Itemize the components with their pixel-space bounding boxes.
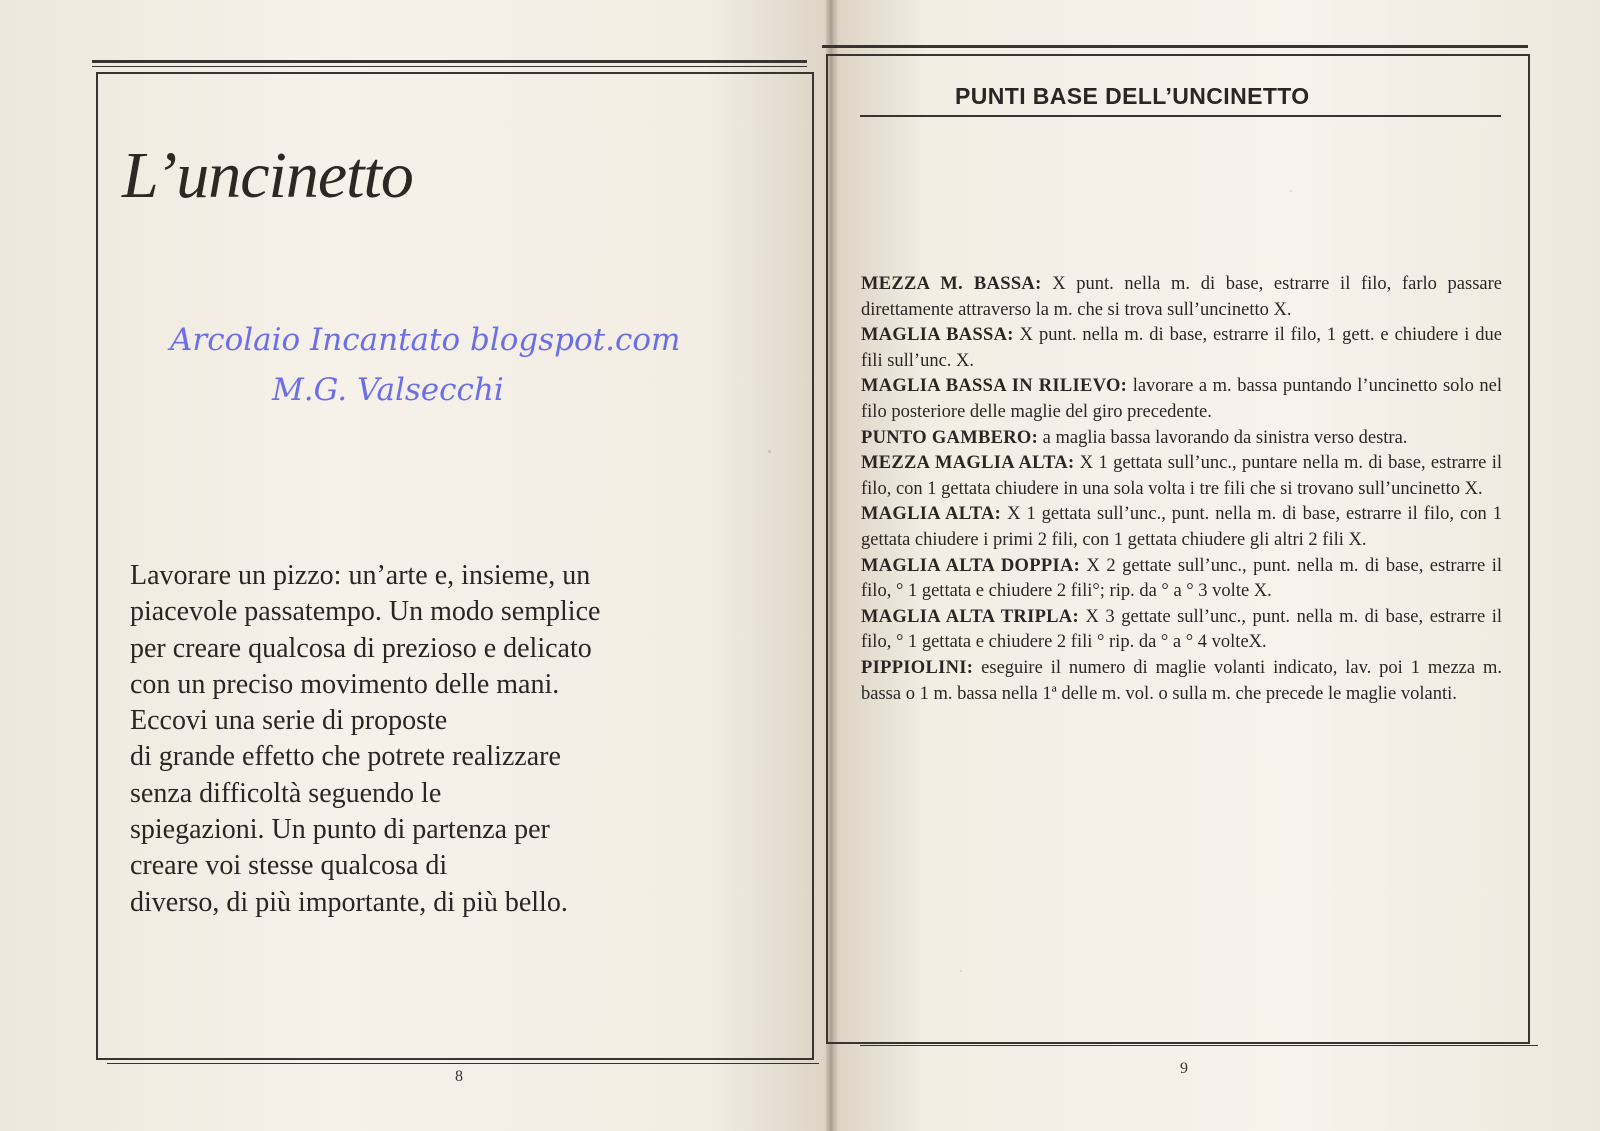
stitch-entry xyxy=(861,323,1502,374)
stitch-term: PUNTO GAMBERO: xyxy=(861,427,1039,448)
stitch-list xyxy=(861,272,1502,707)
watermark-author: M.G. Valsecchi xyxy=(272,372,504,408)
intro-line: piacevole passatempo. Un modo semplice xyxy=(130,596,601,628)
right-bottom-rule xyxy=(860,1045,1538,1046)
page-number-left: 8 xyxy=(455,1068,463,1085)
intro-line: con un preciso movimento delle mani. xyxy=(130,668,560,700)
stitch-entry xyxy=(861,426,1502,452)
stitch-description: X punt. nella m. di base, estrarre il filo, 1 gett. e chiudere i due fili sull’unc. X. xyxy=(861,325,1502,371)
intro-line: diverso, di più importante, di più bello. xyxy=(130,886,568,918)
heading-underline xyxy=(860,115,1501,117)
stitch-entry xyxy=(861,502,1502,553)
stitch-description: a maglia bassa lavorando da sinistra verso destra. xyxy=(1038,427,1408,448)
stitch-description: eseguire il numero di maglie volanti indicato, lav. poi 1 mezza m. bassa o 1 m. bassa nella 1ª delle m. vol. o sulla m. che precede le maglie volanti. xyxy=(861,657,1502,704)
intro-line: per creare qualcosa di prezioso e delicato xyxy=(130,632,592,664)
intro-line: di grande effetto che potrete realizzare xyxy=(130,741,561,773)
intro-line: Eccovi una serie di proposte xyxy=(130,705,448,737)
intro-line: spiegazioni. Un punto di partenza per xyxy=(130,814,550,846)
scan-speck xyxy=(1290,190,1292,192)
stitch-entry xyxy=(861,605,1502,656)
page-number-right: 9 xyxy=(1180,1060,1188,1077)
stitch-description: X 1 gettata sull’unc., punt. nella m. di base, estrarre il filo, con 1 gettata chiudere i primi 2 fili, con 1 gettata chiudere gli altri 2 fili X. xyxy=(861,504,1502,550)
stitch-term: MAGLIA BASSA: xyxy=(861,325,1014,346)
right-top-rule xyxy=(822,45,1528,48)
intro-paragraph xyxy=(130,558,730,921)
stitch-description: X 3 gettate sull’unc., punt. nella m. di base, estrarre il filo, ° 1 gettata e chiudere 2 fili ° rip. da ° a ° 4 volteX. xyxy=(861,606,1502,653)
watermark-site: Arcolaio Incantato blogspot.com xyxy=(170,322,681,358)
left-top-rule-thin xyxy=(92,66,807,67)
scan-speck xyxy=(1415,690,1417,692)
stitch-term: MAGLIA ALTA DOPPIA: xyxy=(861,555,1081,576)
scan-speck xyxy=(960,970,962,972)
stitch-description: X 2 gettate sull’unc., punt. nella m. di base, estrarre il filo, ° 1 gettata e chiudere 2 fili°; rip. da ° a ° 3 volte X. xyxy=(861,555,1502,602)
stitch-entry xyxy=(861,272,1502,323)
left-bottom-rule xyxy=(107,1063,819,1064)
stitch-entry xyxy=(861,374,1502,425)
stitch-term: MAGLIA BASSA IN RILIEVO: xyxy=(861,376,1128,397)
scan-speck xyxy=(768,450,771,453)
stitch-description: lavorare a m. bassa puntando l’uncinetto solo nel filo posteriore delle maglie del giro precedente. xyxy=(861,376,1502,422)
stitch-description: X punt. nella m. di base, estrarre il filo, farlo passare direttamente attraverso la m. che si trova sull’uncinetto X. xyxy=(861,274,1503,320)
stitch-term: MEZZA MAGLIA ALTA: xyxy=(861,453,1075,474)
stitch-term: MEZZA M. BASSA: xyxy=(861,274,1042,294)
stitch-term: MAGLIA ALTA: xyxy=(861,504,1002,525)
stitch-term: PIPPIOLINI: xyxy=(861,657,974,678)
stitch-entry xyxy=(861,656,1502,707)
stitch-description: X 1 gettata sull’unc., puntare nella m. di base, estrarre il filo, con 1 gettata chiudere in una sola volta i tre fili che si trovano sull’uncinetto X. xyxy=(861,453,1502,499)
left-top-rule xyxy=(92,60,807,63)
intro-line: creare voi stesse qualcosa di xyxy=(130,850,448,882)
intro-line: Lavorare un pizzo: un’arte e, insieme, un xyxy=(130,560,591,591)
section-heading: PUNTI BASE DELL’UNCINETTO xyxy=(955,83,1310,109)
intro-line: senza difficoltà seguendo le xyxy=(130,777,442,809)
stitch-entry xyxy=(861,451,1502,502)
stitch-term: MAGLIA ALTA TRIPLA: xyxy=(861,606,1079,627)
stitch-entry xyxy=(861,554,1502,605)
chapter-title: L’uncinetto xyxy=(122,139,413,212)
